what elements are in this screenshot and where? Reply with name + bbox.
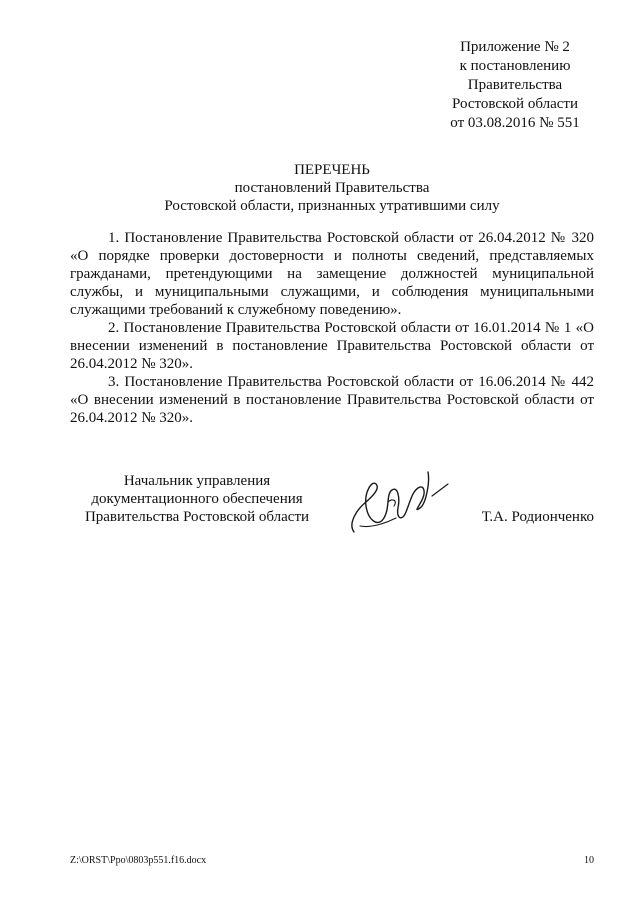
position-line: Начальник управления (123, 473, 271, 489)
appendix-line: от 03.08.2016 № 551 (450, 115, 580, 131)
list-item: 1. Постановление Правительства Ростовской области от 26.04.2012 № 320 «О порядке проверки достоверности и полноты сведений, представляемых гражданами, претендующими на замещение должностей муниципальной службы, и муниципальными служащими, и соблюдения муниципальными служащими требований к служебному поведению». (70, 230, 594, 318)
title-heading: ПЕРЕЧЕНЬ (294, 162, 370, 178)
items-list (70, 229, 594, 427)
appendix-line: к постановлению (459, 58, 571, 74)
signatory-position (70, 472, 324, 526)
signatory-name: Т.А. Родионченко (481, 509, 594, 525)
title-line: Ростовской области, признанных утратившими силу (164, 198, 500, 214)
appendix-line: Правительства (467, 77, 563, 93)
list-item: 3. Постановление Правительства Ростовской области от 16.06.2014 № 442 «О внесении изменений в постановление Правительства Ростовской области от 26.04.2012 № 320». (70, 374, 594, 426)
appendix-header (420, 38, 610, 133)
position-line: документационного обеспечения (91, 491, 303, 507)
appendix-line: Ростовской области (452, 96, 578, 112)
appendix-line: Приложение № 2 (460, 39, 570, 55)
footer-file-path: Z:\ORST\Ppo\0803p551.f16.docx (70, 855, 207, 866)
list-item: 2. Постановление Правительства Ростовской области от 16.01.2014 № 1 «О внесении изменений в постановление Правительства Ростовской области от 26.04.2012 № 320». (70, 320, 594, 372)
page-number: 10 (584, 855, 594, 866)
document-title (70, 161, 594, 215)
handwritten-signature (340, 462, 460, 542)
title-line: постановлений Правительства (234, 180, 430, 196)
position-line: Правительства Ростовской области (84, 509, 310, 525)
